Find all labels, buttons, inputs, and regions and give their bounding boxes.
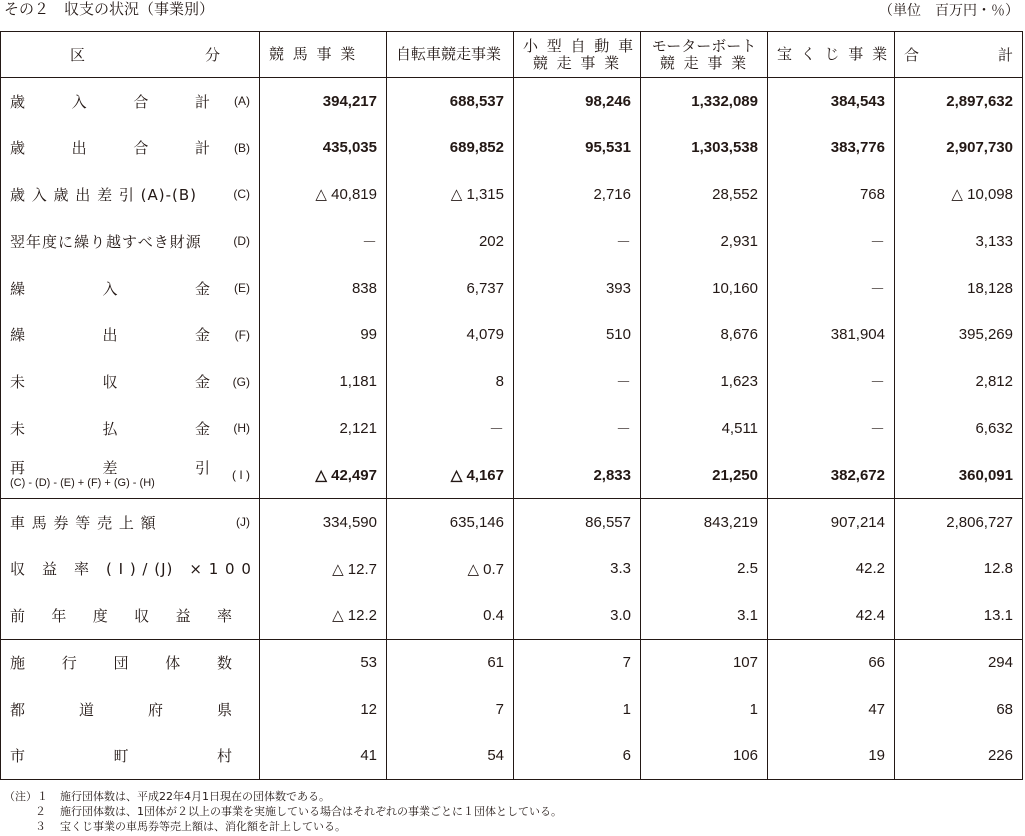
table-row	[1, 733, 1023, 780]
row-label-char: 出	[71, 139, 87, 158]
row-label	[1, 405, 260, 452]
value-cell: －	[768, 405, 895, 452]
row-label-char: 益	[175, 606, 191, 625]
value-cell: 42.4	[768, 592, 895, 639]
row-label-tag: (F)	[234, 327, 250, 342]
table-row	[1, 545, 1023, 592]
value-cell: 383,776	[768, 124, 895, 171]
row-label-char: 市	[10, 747, 26, 766]
value-cell: 635,146	[387, 499, 514, 546]
note-text: 施行団体数は、1団体が２以上の事業を実施している場合はそれぞれの事業ごとに１団体としている。	[60, 805, 562, 818]
value-cell: －	[768, 358, 895, 405]
value-cell: 384,543	[768, 78, 895, 125]
note-text: 宝くじ事業の車馬券等売上額は、消化額を計上している。	[60, 820, 346, 833]
table-row	[1, 686, 1023, 733]
value-cell: △ 1,315	[387, 171, 514, 218]
value-cell: 18,128	[895, 265, 1023, 312]
row-label-char: 未	[10, 373, 26, 392]
value-cell: 6,737	[387, 265, 514, 312]
value-cell: 768	[768, 171, 895, 218]
table-row	[1, 499, 1023, 546]
value-cell: 838	[260, 265, 387, 312]
row-label-char: 繰	[10, 279, 26, 298]
value-cell: －	[260, 218, 387, 265]
value-cell: △ 12.7	[260, 545, 387, 592]
value-cell: 47	[768, 686, 895, 733]
value-cell: 19	[768, 733, 895, 780]
note-key: ２	[35, 805, 46, 818]
row-label	[1, 124, 260, 171]
row-label-char: 計	[194, 139, 210, 158]
row-label-char: 率	[216, 606, 232, 625]
header-kubun-char: 分	[204, 46, 220, 64]
value-cell: 8,676	[641, 311, 768, 358]
value-cell: 12.8	[895, 545, 1023, 592]
value-cell: －	[768, 218, 895, 265]
value-cell: 66	[768, 639, 895, 686]
note-text: 施行団体数は、平成22年4月1日現在の団体数である。	[60, 790, 330, 803]
row-label-char: 再	[10, 459, 26, 478]
row-label-char: 前	[10, 606, 26, 625]
value-cell: 1	[514, 686, 641, 733]
value-cell: △ 12.2	[260, 592, 387, 639]
table-body	[1, 78, 1023, 780]
row-label-char: 差	[102, 459, 118, 478]
row-label	[1, 733, 260, 780]
row-label-tag: (E)	[234, 281, 250, 296]
value-cell: 2,806,727	[895, 499, 1023, 546]
value-cell: －	[514, 218, 641, 265]
value-cell: 4,079	[387, 311, 514, 358]
value-cell: 0.4	[387, 592, 514, 639]
value-cell: 61	[387, 639, 514, 686]
value-cell: 334,590	[260, 499, 387, 546]
row-label-char: 収	[102, 373, 118, 392]
table-row	[1, 405, 1023, 452]
value-cell: △ 10,098	[895, 171, 1023, 218]
value-cell: 688,537	[387, 78, 514, 125]
value-cell: 3.1	[641, 592, 768, 639]
notes	[4, 789, 562, 834]
header-boat-line1: モーターボート	[651, 36, 757, 55]
value-cell: 7	[514, 639, 641, 686]
row-label	[1, 545, 260, 592]
row-label-char: 年	[51, 606, 67, 625]
header-keiba: 競 馬 事 業	[260, 32, 387, 78]
note-key: ３	[35, 820, 46, 833]
row-label	[1, 499, 260, 546]
row-label-text: 翌年度に繰り越すべき財源	[10, 232, 202, 251]
value-cell: 86,557	[514, 499, 641, 546]
row-label	[1, 171, 260, 218]
value-cell: 3,133	[895, 218, 1023, 265]
table-header-row	[1, 32, 1023, 78]
value-cell: 95,531	[514, 124, 641, 171]
row-label	[1, 686, 260, 733]
value-cell: －	[387, 405, 514, 452]
row-label-char: 入	[71, 92, 87, 111]
value-cell: 6	[514, 733, 641, 780]
row-label	[1, 358, 260, 405]
value-cell: △ 0.7	[387, 545, 514, 592]
value-cell: 2,121	[260, 405, 387, 452]
value-cell: 1,332,089	[641, 78, 768, 125]
header-gokei	[895, 32, 1023, 78]
value-cell: 381,904	[768, 311, 895, 358]
header-kubun	[1, 32, 260, 78]
row-label-char: 金	[194, 279, 210, 298]
value-cell: －	[514, 358, 641, 405]
row-label-char: 体	[165, 654, 181, 673]
row-label-char: 計	[194, 92, 210, 111]
table-row	[1, 639, 1023, 686]
value-cell: 2,812	[895, 358, 1023, 405]
value-cell: －	[514, 405, 641, 452]
value-cell: 395,269	[895, 311, 1023, 358]
value-cell: 907,214	[768, 499, 895, 546]
value-cell: 689,852	[387, 124, 514, 171]
value-cell: △ 40,819	[260, 171, 387, 218]
value-cell: 7	[387, 686, 514, 733]
note-item	[4, 819, 562, 834]
value-cell: 435,035	[260, 124, 387, 171]
value-cell: 3.3	[514, 545, 641, 592]
value-cell: 360,091	[895, 452, 1023, 499]
row-label-char: 数	[216, 654, 232, 673]
value-cell: 2,907,730	[895, 124, 1023, 171]
value-cell: 10,160	[641, 265, 768, 312]
row-label-char: 団	[113, 654, 129, 673]
row-label-char: 金	[194, 419, 210, 438]
row-label-char: 歳	[10, 92, 26, 111]
row-label-char: 町	[113, 747, 129, 766]
value-cell: 98,246	[514, 78, 641, 125]
row-label-char: 引	[194, 459, 210, 478]
row-label-tag: (B)	[234, 140, 250, 155]
value-cell: 394,217	[260, 78, 387, 125]
value-cell: 6,632	[895, 405, 1023, 452]
value-cell: 107	[641, 639, 768, 686]
row-label	[1, 639, 260, 686]
value-cell: 1,623	[641, 358, 768, 405]
header-gokei-char: 計	[997, 46, 1013, 64]
table-row	[1, 311, 1023, 358]
row-label-char: 歳	[10, 139, 26, 158]
row-label-char: 県	[216, 700, 232, 719]
row-label-char: 府	[147, 700, 163, 719]
row-label-char: 繰	[10, 326, 26, 345]
header-gokei-char: 合	[904, 46, 920, 64]
row-label-char: 金	[194, 373, 210, 392]
row-label	[1, 78, 260, 125]
row-label-tag: (J)	[236, 515, 250, 530]
value-cell: 106	[641, 733, 768, 780]
value-cell: 42.2	[768, 545, 895, 592]
row-label	[1, 265, 260, 312]
value-cell: 4,511	[641, 405, 768, 452]
row-label-text: 歳 入 歳 出 差 引 (A)-(B)	[10, 185, 197, 204]
row-label-char: 入	[102, 279, 118, 298]
row-label	[1, 218, 260, 265]
row-label-char: 都	[10, 700, 26, 719]
value-cell: 510	[514, 311, 641, 358]
value-cell: 382,672	[768, 452, 895, 499]
value-cell: 2,931	[641, 218, 768, 265]
value-cell: 28,552	[641, 171, 768, 218]
table-row	[1, 358, 1023, 405]
value-cell: 2.5	[641, 545, 768, 592]
value-cell: 54	[387, 733, 514, 780]
note-item	[4, 789, 562, 804]
row-label	[1, 592, 260, 639]
value-cell: 68	[895, 686, 1023, 733]
row-label-formula: (C) - (D) - (E) + (F) + (G) - (H)	[10, 477, 155, 490]
row-label-char: 金	[194, 326, 210, 345]
row-label-text: 車 馬 券 等 売 上 額	[10, 513, 157, 532]
value-cell: 1,303,538	[641, 124, 768, 171]
row-label-char: 度	[92, 606, 108, 625]
value-cell: 2,833	[514, 452, 641, 499]
row-label-char: 出	[102, 326, 118, 345]
row-label-char: 収	[134, 606, 150, 625]
note-key: （注）１	[4, 790, 48, 803]
row-label-tag: (G)	[232, 374, 250, 389]
value-cell: 21,250	[641, 452, 768, 499]
table-row	[1, 452, 1023, 499]
header-kubun-char: 区	[70, 46, 86, 64]
row-label-tag: (H)	[233, 421, 250, 436]
unit-label: （単位 百万円・％）	[879, 3, 1019, 19]
value-cell: 3.0	[514, 592, 641, 639]
row-label-tag: (A)	[234, 94, 250, 109]
row-label-char: 合	[133, 139, 149, 158]
value-cell: －	[768, 265, 895, 312]
header-kogata-line2: 競 走 事 業	[532, 53, 622, 72]
table-row	[1, 124, 1023, 171]
table-row	[1, 592, 1023, 639]
row-label	[1, 311, 260, 358]
row-label-text: 収 益 率 ( I ) / (J) × 1 0 0	[10, 560, 252, 579]
row-label-char: 村	[216, 747, 232, 766]
table-row	[1, 78, 1023, 125]
row-label-tag: (D)	[233, 234, 250, 249]
value-cell: 843,219	[641, 499, 768, 546]
table-row	[1, 265, 1023, 312]
page-title: その２ 収支の状況（事業別）	[4, 0, 215, 18]
value-cell: 202	[387, 218, 514, 265]
row-label	[1, 452, 260, 499]
header-kogata	[514, 32, 641, 78]
value-cell: 41	[260, 733, 387, 780]
revenue-expenditure-table	[0, 31, 1023, 780]
row-label-tag: ( I )	[232, 468, 250, 483]
row-label-tag: (C)	[233, 187, 250, 202]
row-label-char: 合	[133, 92, 149, 111]
value-cell: 1,181	[260, 358, 387, 405]
header-boat	[641, 32, 768, 78]
value-cell: 294	[895, 639, 1023, 686]
value-cell: 99	[260, 311, 387, 358]
row-label-char: 未	[10, 419, 26, 438]
value-cell: 8	[387, 358, 514, 405]
header-kogata-line1: 小 型 自 動 車	[523, 36, 636, 55]
header-jitensha: 自転車競走事業	[387, 32, 514, 78]
value-cell: 12	[260, 686, 387, 733]
row-label-char: 行	[61, 654, 77, 673]
value-cell: 1	[641, 686, 768, 733]
row-label-char: 払	[102, 419, 118, 438]
row-label-char: 道	[78, 700, 94, 719]
table-row	[1, 218, 1023, 265]
header-boat-line2: 競 走 事 業	[659, 53, 749, 72]
value-cell: 2,716	[514, 171, 641, 218]
value-cell: △ 4,167	[387, 452, 514, 499]
value-cell: 2,897,632	[895, 78, 1023, 125]
table-row	[1, 171, 1023, 218]
value-cell: 226	[895, 733, 1023, 780]
value-cell: 393	[514, 265, 641, 312]
note-item	[4, 804, 562, 819]
value-cell: 53	[260, 639, 387, 686]
row-label-char: 施	[10, 654, 26, 673]
value-cell: 13.1	[895, 592, 1023, 639]
header-takarakuji: 宝 く じ 事 業	[768, 32, 895, 78]
value-cell: △ 42,497	[260, 452, 387, 499]
